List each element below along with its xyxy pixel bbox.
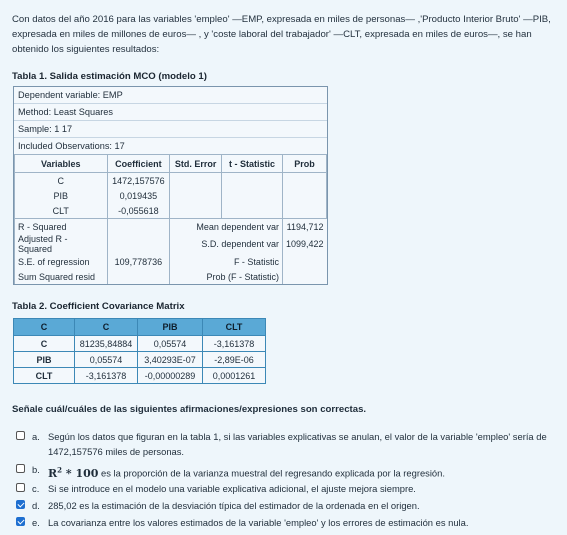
table1-title: Tabla 1. Salida estimación MCO (modelo 1): [12, 71, 207, 82]
col-header: Coefficient: [107, 155, 170, 173]
stat-value: [107, 269, 170, 284]
stat-rvalue: 1194,712: [282, 219, 326, 235]
cell: 0,05574: [75, 352, 138, 368]
stat-label: Adjusted R - Squared: [15, 234, 108, 254]
coef-cell: 1472,157576: [107, 173, 170, 189]
covariance-matrix-table: [13, 318, 266, 384]
col-header: Std. Error: [170, 155, 222, 173]
stat-label: Sum Squared resid: [15, 269, 108, 284]
col-header: Prob: [282, 155, 326, 173]
r-symbol: R: [48, 466, 58, 480]
stat-rvalue: [282, 254, 326, 269]
option-letter: a.: [32, 431, 40, 442]
checkbox-d[interactable]: [16, 500, 25, 509]
stats-row: [15, 254, 327, 269]
meta-dependent: Dependent variable: EMP: [14, 87, 327, 104]
times-100: * 100: [62, 466, 99, 480]
col-header: C: [75, 319, 138, 336]
cell: 81235,84884: [75, 336, 138, 352]
stat-rlabel: F - Statistic: [233, 256, 279, 267]
row-header: CLT: [14, 368, 75, 384]
cell: -3,161378: [75, 368, 138, 384]
col-header: CLT: [203, 319, 266, 336]
option-letter: e.: [32, 517, 40, 528]
option-letter: c.: [32, 483, 40, 494]
ols-output-table: [13, 86, 328, 285]
cell: 0,05574: [138, 336, 203, 352]
stat-label: S.E. of regression: [15, 254, 108, 269]
row-header: C: [14, 336, 75, 352]
option-text-rest: es la proporción de la varianza muestral del regresando explicada por la regresión.: [98, 467, 445, 479]
col-header: PIB: [138, 319, 203, 336]
table-row: [14, 368, 266, 384]
stats-row: [15, 269, 327, 284]
meta-sample: Sample: 1 17: [14, 121, 327, 138]
stat-rvalue: 1099,422: [282, 234, 326, 254]
checkbox-b[interactable]: [16, 464, 25, 473]
cell: -3,161378: [203, 336, 266, 352]
checkbox-c[interactable]: [16, 483, 25, 492]
superscript: 2: [57, 465, 63, 474]
question-prompt: Señale cuál/cuáles de las siguientes afirmaciones/expresiones son correctas.: [12, 404, 367, 415]
stat-rvalue: [282, 269, 326, 284]
option-text: La covarianza entre los valores estimados de la variable 'empleo' y los errores de estimación es nula.: [48, 517, 469, 528]
table2-title: Tabla 2. Coefficient Covariance Matrix: [12, 301, 185, 312]
stat-rlabel: Prob (F - Statistic): [206, 271, 279, 282]
var-cell: C: [15, 173, 108, 189]
checkbox-e[interactable]: [16, 517, 25, 526]
option-letter: d.: [32, 500, 40, 511]
table-row: [15, 188, 327, 203]
coef-cell: -0,055618: [107, 203, 170, 219]
stat-value: [107, 234, 170, 254]
var-cell: PIB: [15, 188, 108, 203]
option-text: [48, 462, 556, 481]
option-text: Según los datos que figuran en la tabla 1, si las variables explicativas se anulan, el valor de la variable 'empleo' sería de 1472,157576 miles de personas.: [48, 431, 547, 457]
cell: -0,00000289: [138, 368, 203, 384]
table-row: [15, 173, 327, 189]
stats-row: [15, 219, 327, 235]
meta-observations: Included Observations: 17: [18, 141, 125, 151]
col-header: C: [14, 319, 75, 336]
table-row: [14, 352, 266, 368]
option-text: Si se introduce en el modelo una variable explicativa adicional, el ajuste mejora siempre.: [48, 483, 416, 494]
stat-rlabel: Mean dependent var: [196, 221, 279, 232]
row-header: PIB: [14, 352, 75, 368]
col-header: Variables: [15, 155, 108, 173]
table-row: [15, 203, 327, 219]
checkbox-a[interactable]: [16, 431, 25, 440]
col-header: t - Statistic: [222, 155, 283, 173]
cell: -2,89E-06: [203, 352, 266, 368]
var-cell: CLT: [15, 203, 108, 219]
meta-method: Method: Least Squares: [14, 104, 327, 121]
stat-rlabel: S.D. dependent var: [201, 239, 279, 249]
stat-value: 109,778736: [107, 254, 170, 269]
coef-cell: 0,019435: [107, 188, 170, 203]
stat-label: R - Squared: [15, 219, 108, 235]
intro-text: Con datos del año 2016 para las variables 'empleo' —EMP, expresada en miles de personas— ,'Producto Interior Bruto' —PIB, expresada en miles de millones de euros— , y 'coste laboral del trabajador' —CLT, expresada en miles de euros—, se han obtenido los siguientes resultados:: [12, 14, 551, 55]
stats-row: [15, 234, 327, 254]
cell: 0,0001261: [203, 368, 266, 384]
option-text: 285,02 es la estimación de la desviación típica del estimador de la ordenada en el origen.: [48, 500, 420, 511]
table-row: [14, 336, 266, 352]
option-letter: b.: [32, 464, 40, 475]
cell: 3,40293E-07: [138, 352, 203, 368]
stat-value: [107, 219, 170, 235]
